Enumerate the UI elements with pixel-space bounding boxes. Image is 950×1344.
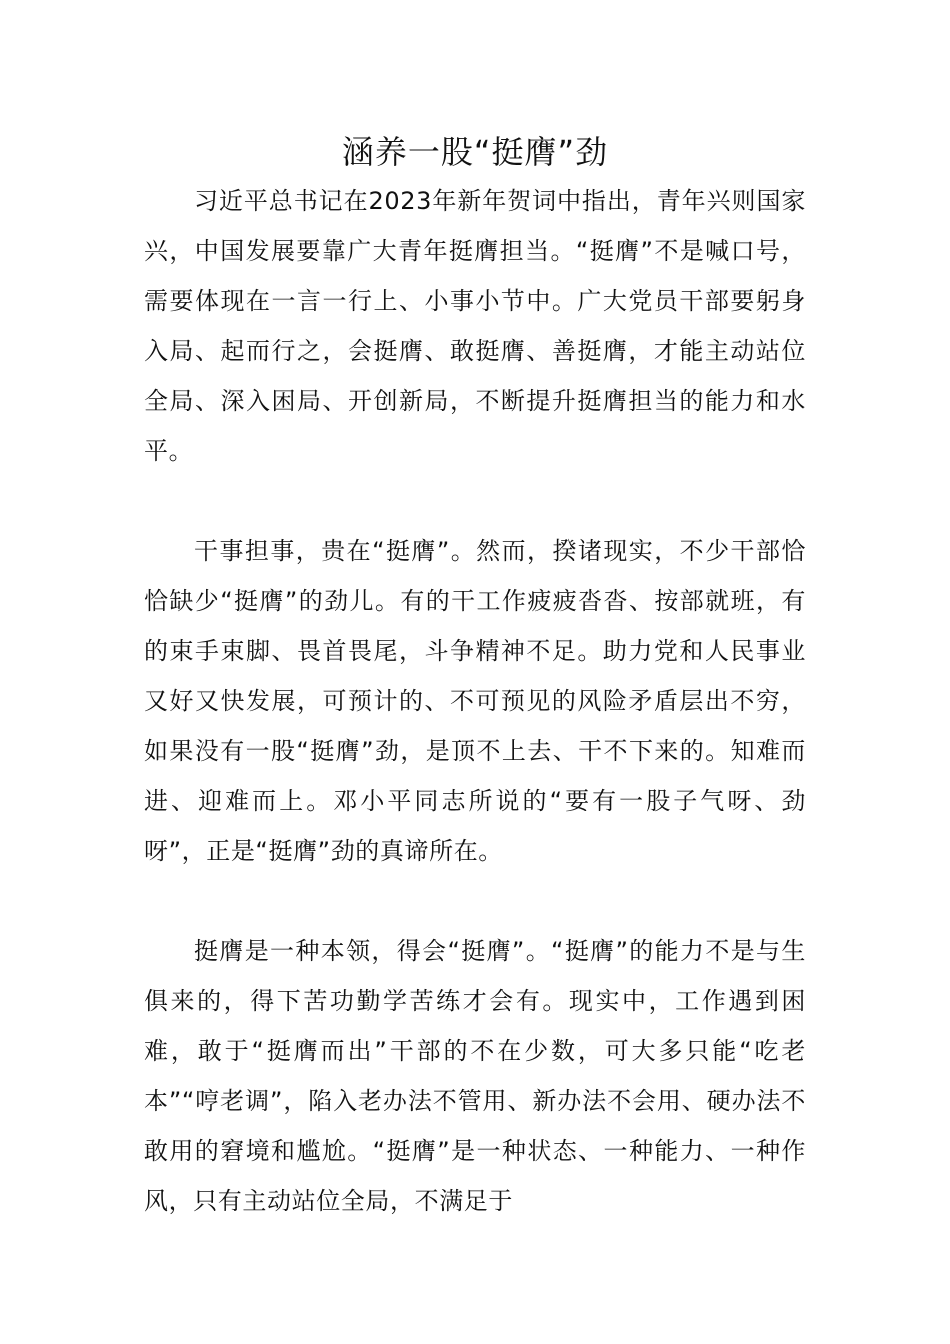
paragraph-gap: [144, 876, 806, 926]
document-title: 涵养一股“挺膺”劲: [341, 133, 609, 171]
paragraph-3: 挺膺是一种本领，得会“挺膺”。“挺膺”的能力不是与生俱来的，得下苦功勤学苦练才会有。现实中，工作遇到困难，敢于“挺膺而出”干部的不在少数，可大多只能“吃老本”“哼老调”，陷入老办法不管用、新办法不会用、硬办法不敢用的窘境和尴尬。“挺膺”是一种状态、一种能力、一种作风，只有主动站位全局，不满足于: [144, 937, 806, 1215]
paragraph-1: 习近平总书记在2023年新年贺词中指出，青年兴则国家兴，中国发展要靠广大青年挺膺担当。“挺膺”不是喊口号，需要体现在一言一行上、小事小节中。广大党员干部要躬身入局、起而行之，会挺膺、敢挺膺、善挺膺，才能主动站位全局、深入困局、开创新局，不断提升挺膺担当的能力和水平。: [144, 187, 806, 465]
document-body: [144, 176, 806, 1226]
paragraph-2: 干事担事，贵在“挺膺”。然而，揆诸现实，不少干部恰恰缺少“挺膺”的劲儿。有的干工作疲疲沓沓、按部就班，有的束手束脚、畏首畏尾，斗争精神不足。助力党和人民事业又好又快发展，可预计的、不可预见的风险矛盾层出不穷，如果没有一股“挺膺”劲，是顶不上去、干不下来的。知难而进、迎难而上。邓小平同志所说的“要有一股子气呀、劲呀”，正是“挺膺”劲的真谛所在。: [144, 537, 806, 865]
paragraph-gap: [144, 476, 806, 526]
